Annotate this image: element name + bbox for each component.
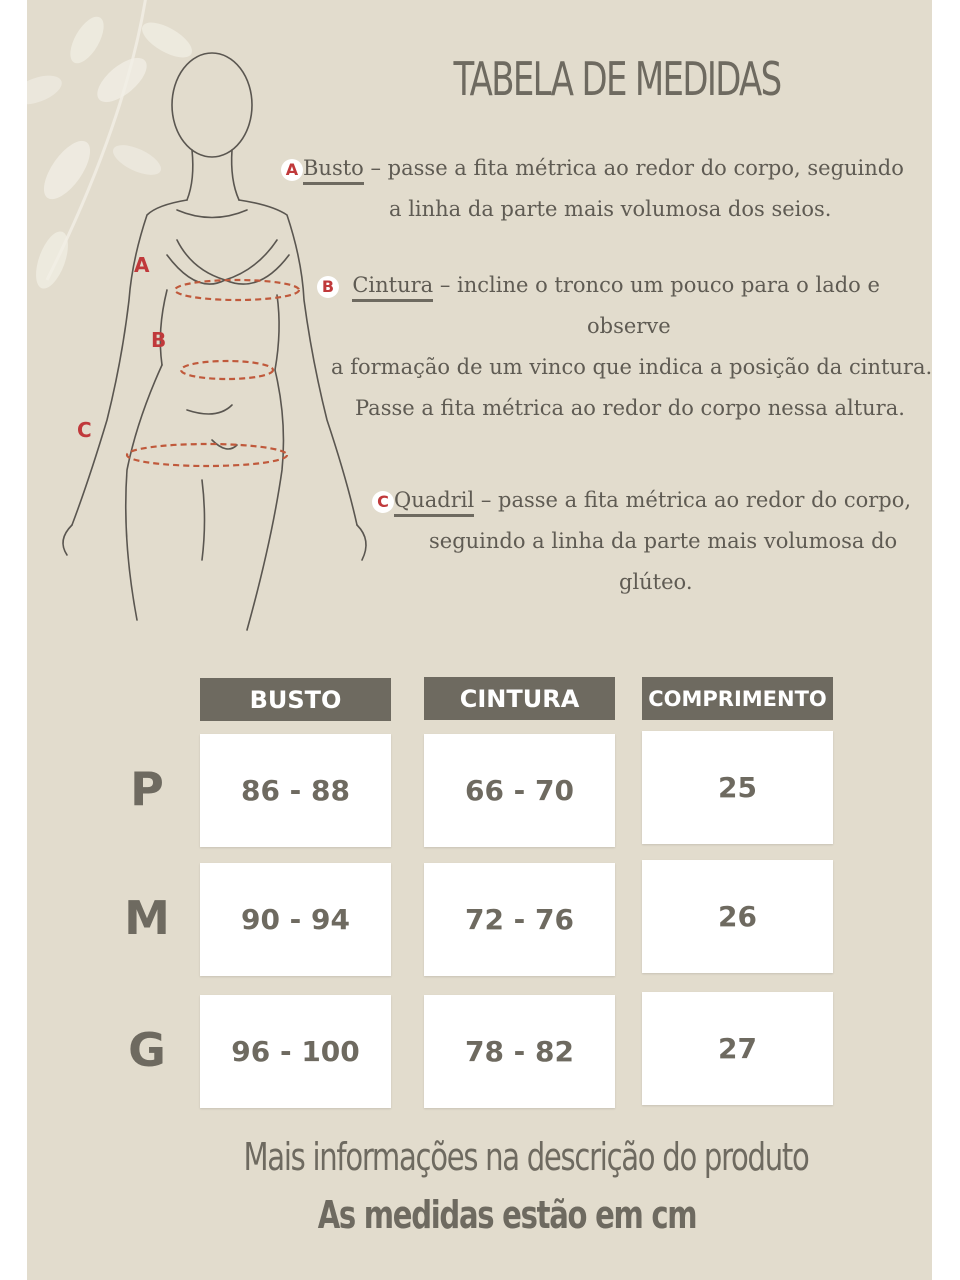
footer-units: As medidas estão em cm xyxy=(317,1193,697,1237)
term-busto: Busto xyxy=(303,156,364,185)
header-cintura: CINTURA xyxy=(424,677,615,720)
cell-m-busto: 90 - 94 xyxy=(200,863,391,976)
term-cintura: Cintura xyxy=(352,273,433,302)
header-comprimento: COMPRIMENTO xyxy=(642,677,833,720)
term-quadril: Quadril xyxy=(394,488,474,517)
cell-p-comprimento: 25 xyxy=(642,731,833,844)
footer-info: Mais informações na descrição do produto xyxy=(243,1135,809,1179)
cell-p-busto: 86 - 88 xyxy=(200,734,391,847)
instruction-quadril-line-1: – passe a fita métrica ao redor do corpo, xyxy=(474,488,912,512)
marker-c: C xyxy=(372,491,394,513)
instruction-busto-line-1: – passe a fita métrica ao redor do corpo, seguindo xyxy=(363,156,904,180)
size-chart-card xyxy=(27,0,932,1280)
instruction-cintura-line-1: – incline o tronco um pouco para o lado e xyxy=(433,273,880,297)
cell-m-comprimento: 26 xyxy=(642,860,833,973)
cell-g-cintura: 78 - 82 xyxy=(424,995,615,1108)
instruction-cintura-line-2: observe xyxy=(587,314,671,338)
figure-label-a: A xyxy=(134,253,150,277)
body-figure-illustration xyxy=(27,0,387,640)
size-label-g: G xyxy=(128,1023,166,1077)
instruction-cintura-line-3: a formação de um vinco que indica a posição da cintura. xyxy=(331,355,932,379)
figure-label-c: C xyxy=(77,418,92,442)
marker-b: B xyxy=(317,276,339,298)
figure-label-b: B xyxy=(151,328,167,352)
cell-m-cintura: 72 - 76 xyxy=(424,863,615,976)
header-busto: BUSTO xyxy=(200,678,391,721)
page-title: TABELA DE MEDIDAS xyxy=(453,52,781,106)
cell-g-busto: 96 - 100 xyxy=(200,995,391,1108)
instruction-quadril-line-3: glúteo. xyxy=(619,570,693,594)
cell-p-cintura: 66 - 70 xyxy=(424,734,615,847)
size-label-m: M xyxy=(124,891,170,945)
instruction-quadril-line-2: seguindo a linha da parte mais volumosa do xyxy=(429,529,898,553)
cell-g-comprimento: 27 xyxy=(642,992,833,1105)
instruction-cintura-line-4: Passe a fita métrica ao redor do corpo nessa altura. xyxy=(355,396,905,420)
marker-a: A xyxy=(281,159,303,181)
instruction-busto-line-2: a linha da parte mais volumosa dos seios. xyxy=(389,197,832,221)
size-label-p: P xyxy=(130,762,164,816)
